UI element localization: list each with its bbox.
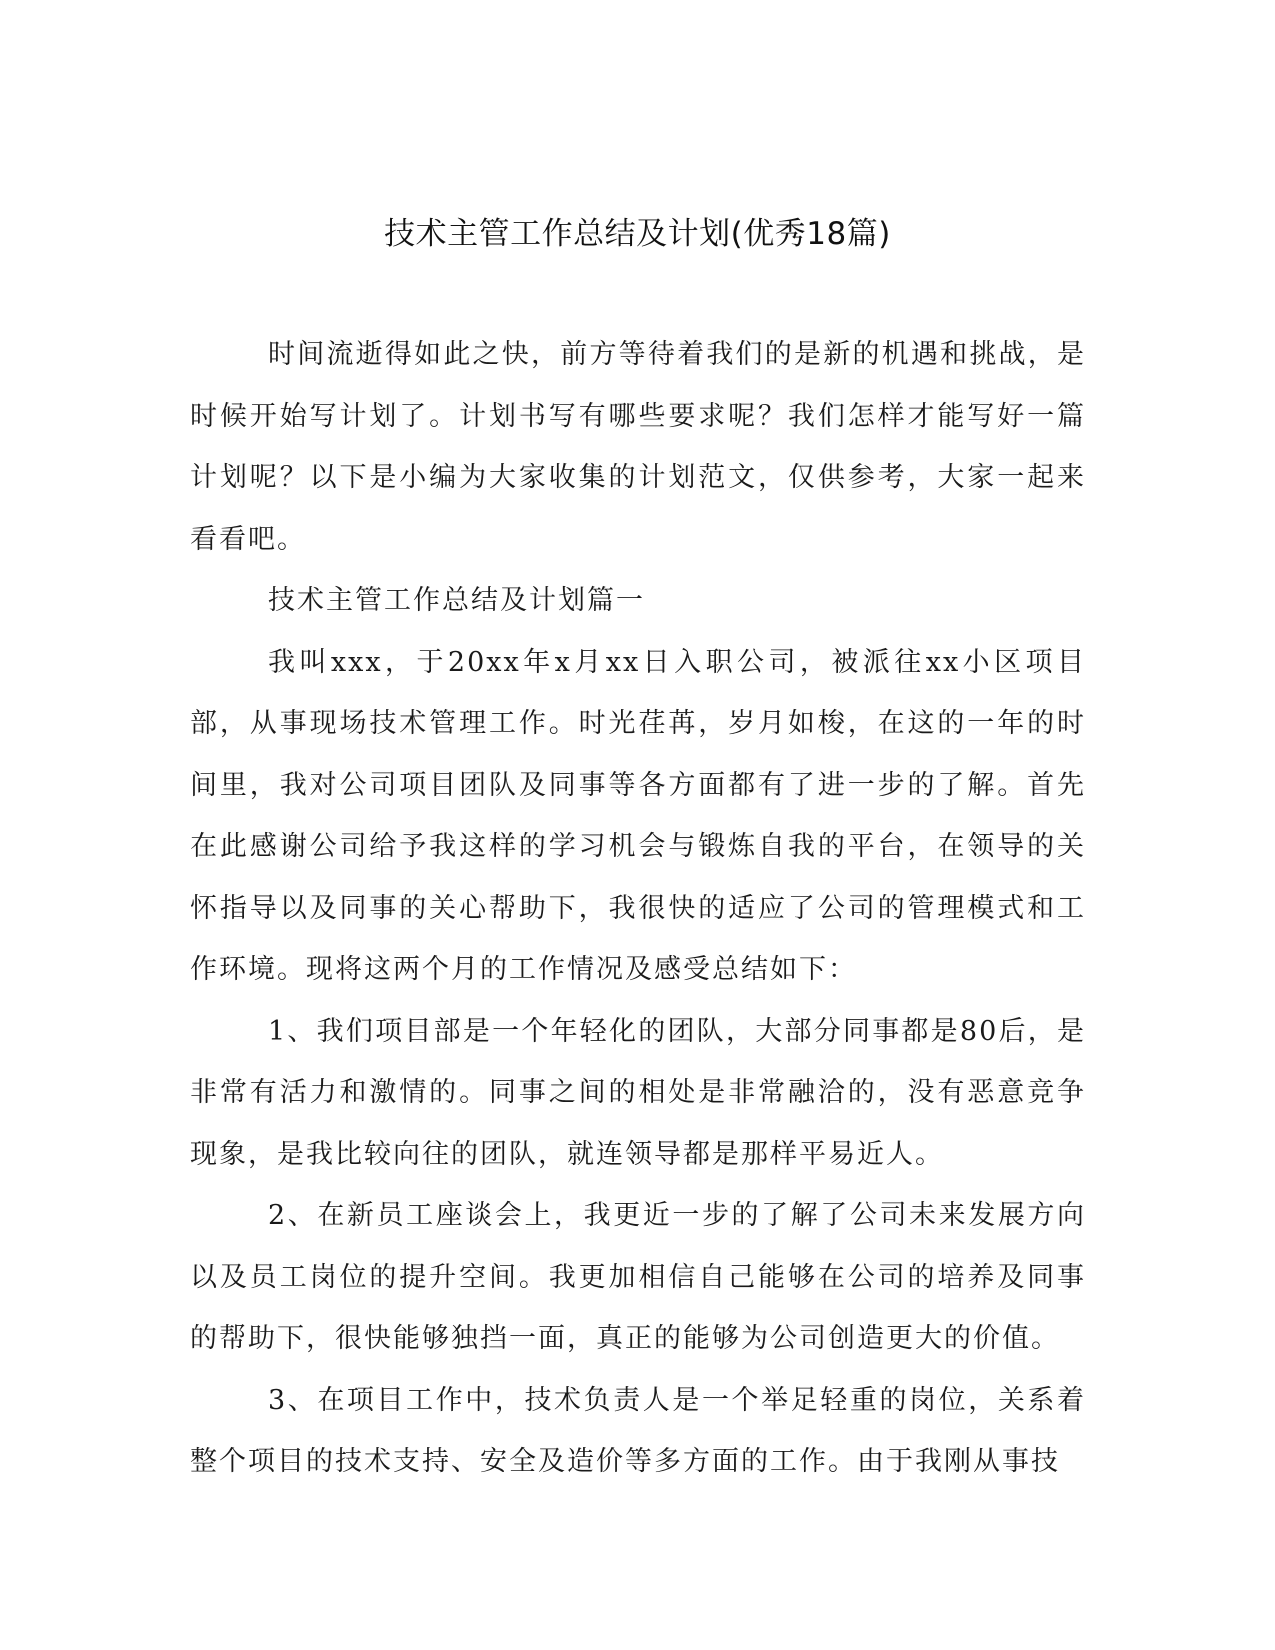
body-paragraph: 我叫xxx，于20xx年x月xx日入职公司，被派往xx小区项目部，从事现场技术管理工作。时光荏苒，岁月如梭，在这的一年的时间里，我对公司项目团队及同事等各方面都有了进一步的了解。首先在此感谢公司给予我这样的学习机会与锻炼自我的平台，在领导的关怀指导以及同事的关心帮助下，我很快的适应了公司的管理模式和工作环境。现将这两个月的工作情况及感受总结如下：	[190, 646, 1086, 985]
list-item-2: 2、在新员工座谈会上，我更近一步的了解了公司未来发展方向以及员工岗位的提升空间。我更加相信自己能够在公司的培养及同事的帮助下，很快能够独挡一面，真正的能够为公司创造更大的价值。	[190, 1200, 1086, 1354]
document-body	[190, 324, 1086, 1493]
list-item-3: 3、在项目工作中，技术负责人是一个举足轻重的岗位，关系着整个项目的技术支持、安全及造价等多方面的工作。由于我刚从事技	[190, 1384, 1086, 1477]
document-title: 技术主管工作总结及计划(优秀18篇)	[384, 216, 891, 252]
section-heading: 技术主管工作总结及计划篇一	[268, 585, 645, 616]
list-item-1: 1、我们项目部是一个年轻化的团队，大部分同事都是80后，是非常有活力和激情的。同事之间的相处是非常融洽的，没有恶意竞争现象，是我比较向往的团队，就连领导都是那样平易近人。	[190, 1015, 1086, 1170]
intro-paragraph: 时间流逝得如此之快，前方等待着我们的是新的机遇和挑战，是时候开始写计划了。计划书写有哪些要求呢？我们怎样才能写好一篇计划呢？以下是小编为大家收集的计划范文，仅供参考，大家一起来看看吧。	[190, 339, 1086, 555]
